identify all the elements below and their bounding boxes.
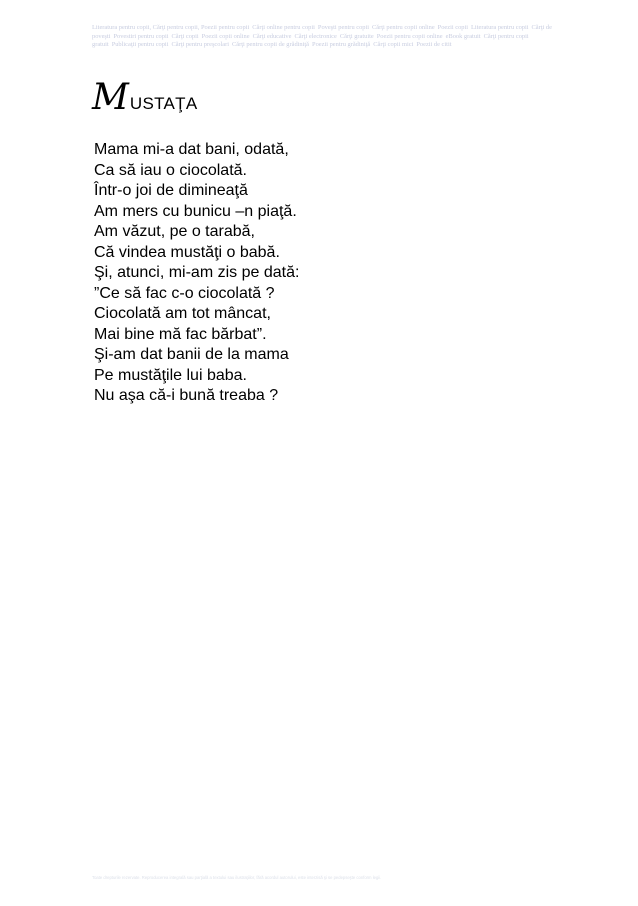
header-link[interactable]: Povestiri pentru copii: [113, 32, 169, 40]
header-link[interactable]: Publicaţii pentru copii: [111, 41, 169, 49]
poem-line: Ca să iau o ciocolată.: [94, 161, 247, 179]
header-links: [92, 24, 562, 50]
poem-line: Că vindea mustăţi o babă.: [94, 243, 280, 261]
header-link[interactable]: Cărţi copii mici: [373, 41, 414, 49]
poem-line: Ciocolată am tot mâncat,: [94, 305, 271, 322]
header-link[interactable]: eBook gratuit: [445, 32, 481, 40]
poem-title: [92, 77, 198, 118]
header-link[interactable]: Poezii pentru copii online: [376, 32, 443, 40]
poem-body: [94, 140, 299, 407]
header-link[interactable]: Cărţi educative: [252, 32, 292, 40]
poem-line: Am văzut, pe o tarabă,: [94, 223, 255, 240]
header-link[interactable]: Cărţi electronice: [294, 32, 337, 40]
poem-line: Mama mi-a dat bani, odată,: [94, 141, 289, 158]
title-rest: USTAŢA: [129, 94, 198, 113]
header-link[interactable]: Cărţi online pentru copii: [252, 24, 315, 31]
header-link[interactable]: Poveşti pentru copii: [317, 24, 370, 31]
poem-line: Am mers cu bunicu –n piaţă.: [94, 202, 297, 220]
header-link[interactable]: Cărţi gratuite: [339, 32, 374, 40]
header-link[interactable]: Cărţi copii: [171, 32, 199, 40]
footer-note: Toate drepturile rezervate. Reproducerea integrală sau parţială a textului sau ilustraţiilor, fără acordul autorului, este interzisă şi se pedepseşte conform legii.: [92, 875, 382, 880]
poem-line: Nu aşa că-i bună treaba ?: [94, 387, 279, 404]
header-link[interactable]: Poezii copii online: [201, 32, 250, 40]
header-link[interactable]: Cărţi pentru copii online: [372, 24, 435, 31]
title-initial: M: [92, 77, 129, 118]
header-link[interactable]: Literatura pentru copii, Cărţi pentru copii, Poezii pentru copii: [92, 24, 250, 31]
header-link[interactable]: Cărţi de poveşti: [92, 24, 552, 40]
poem-line: Pe mustăţile lui baba.: [94, 366, 247, 384]
header-link[interactable]: Cărţi pentru copii gratuit: [92, 32, 529, 49]
header-link[interactable]: Cărţi pentru copii de grădiniţă: [231, 41, 310, 49]
header-link[interactable]: Cărţi pentru preşcolari: [171, 41, 229, 49]
header-link[interactable]: Poezii de citit: [416, 41, 452, 49]
poem-line: Mai bine mă fac bărbat”.: [94, 325, 267, 343]
poem-line: Şi-am dat banii de la mama: [94, 346, 289, 363]
poem-line: Şi, atunci, mi-am zis pe dată:: [94, 264, 300, 281]
header-link[interactable]: Poezii copii: [437, 24, 469, 31]
poem-line: ”Ce să fac c-o ciocolată ?: [94, 284, 275, 302]
poem-line: Într-o joi de dimineaţă: [94, 182, 248, 199]
header-link[interactable]: Literatura pentru copii: [471, 24, 529, 31]
header-link[interactable]: Poezii pentru grădiniţă: [312, 41, 371, 49]
